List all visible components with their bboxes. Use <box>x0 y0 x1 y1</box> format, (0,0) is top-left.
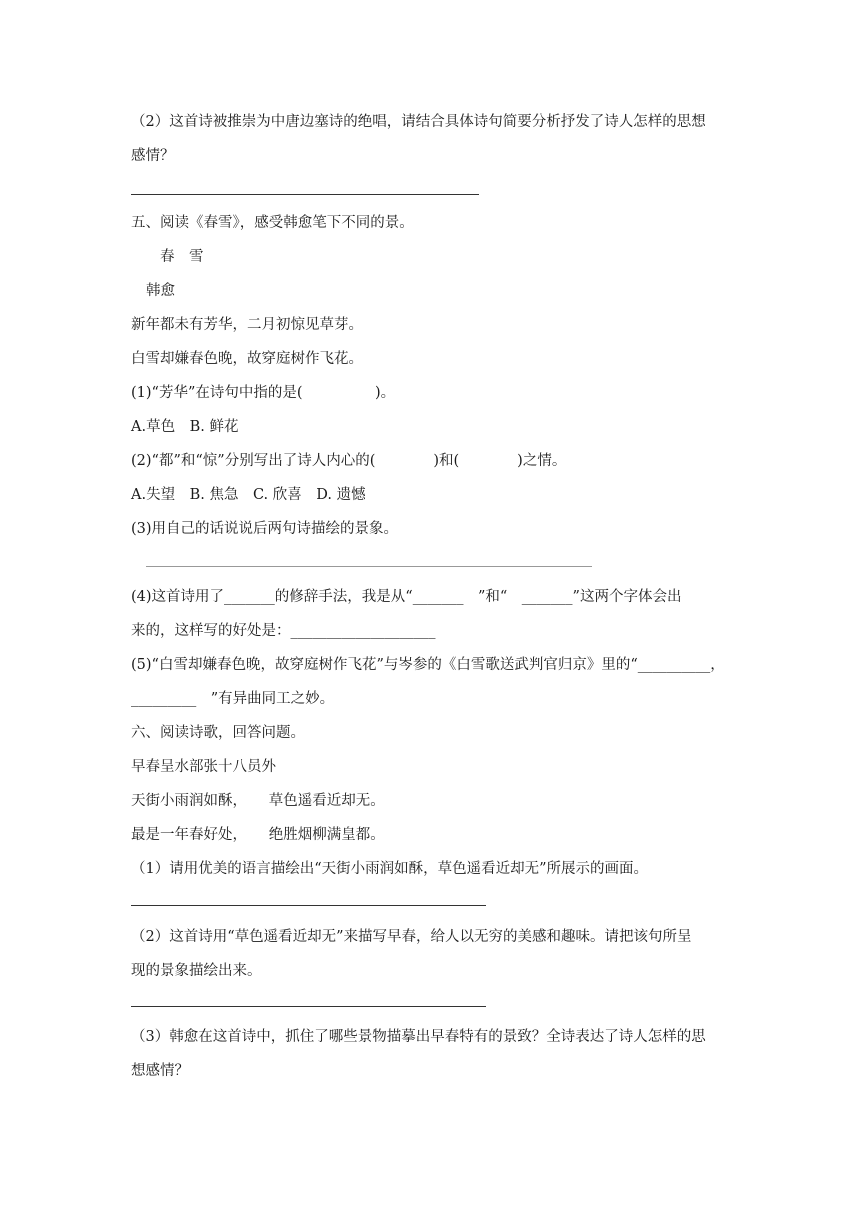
s6-q2-line1: （2）这首诗用“草色遥看近却无”来描写早春，给人以无穷的美感和趣味。请把该句所呈 <box>131 929 692 945</box>
s4-q2-line2: 感情？ <box>131 148 175 164</box>
s5-q3: (3)用自己的话说说后两句诗描绘的景象。 <box>131 521 399 537</box>
s6-q3-line1: （3）韩愈在这首诗中，抓住了哪些景物描摹出早春特有的景致？全诗表达了诗人怎样的思 <box>131 1029 706 1045</box>
s6-q1-answer-line <box>131 905 486 906</box>
s6-heading: 六、阅读诗歌，回答问题。 <box>131 725 305 741</box>
s6-poem-title: 早春呈水部张十八员外 <box>131 759 276 775</box>
s5-q1: (1)“芳华”在诗句中指的是( )。 <box>131 385 396 401</box>
s5-q5-line1: (5)“白雪却嫌春色晚，故穿庭树作飞花”与岑参的《白雪歌送武判官归京》里的“__________， <box>131 657 725 673</box>
s6-q2-answer-line <box>131 1006 486 1007</box>
s6-poem-line1: 天街小雨润如酥， 草色遥看近却无。 <box>131 793 385 809</box>
s4-q2-answer-line <box>131 194 479 195</box>
s5-poem-line1: 新年都未有芳华，二月初惊见草芽。 <box>131 317 363 333</box>
s5-q4-line2: 来的，这样写的好处是：____________________ <box>131 623 436 639</box>
s6-q1: （1）请用优美的语言描绘出“天街小雨润如酥，草色遥看近却无”所展示的画面。 <box>131 861 649 877</box>
s5-q2-options: A.失望 B. 焦急 C. 欣喜 D. 遗憾 <box>131 487 366 503</box>
s5-q4-line1: (4)这首诗用了_______的修辞手法，我是从“_______ ”和“ _______”这两个字体会出 <box>131 589 682 605</box>
s6-q2-line2: 现的景象描绘出来。 <box>131 963 262 979</box>
s5-q2: (2)“都”和“惊”分别写出了诗人内心的( )和( )之情。 <box>131 453 567 469</box>
s5-q1-options: A.草色 B. 鲜花 <box>131 419 239 435</box>
s6-poem-line2: 最是一年春好处， 绝胜烟柳满皇都。 <box>131 827 385 843</box>
s5-q5-line2: _________ ”有异曲同工之妙。 <box>131 691 335 707</box>
s4-q2-line1: （2）这首诗被推崇为中唐边塞诗的绝唱，请结合具体诗句简要分析抒发了诗人怎样的思想 <box>131 114 706 130</box>
s5-poem-line2: 白雪却嫌春色晚，故穿庭树作飞花。 <box>131 351 363 367</box>
s5-heading: 五、阅读《春雪》，感受韩愈笔下不同的景。 <box>131 215 414 231</box>
s5-q3-answer-line <box>146 566 592 567</box>
s6-q3-line2: 想感情？ <box>131 1063 189 1079</box>
s5-poem-title: 春 雪 <box>160 249 204 265</box>
s5-poem-author: 韩愈 <box>146 283 175 299</box>
